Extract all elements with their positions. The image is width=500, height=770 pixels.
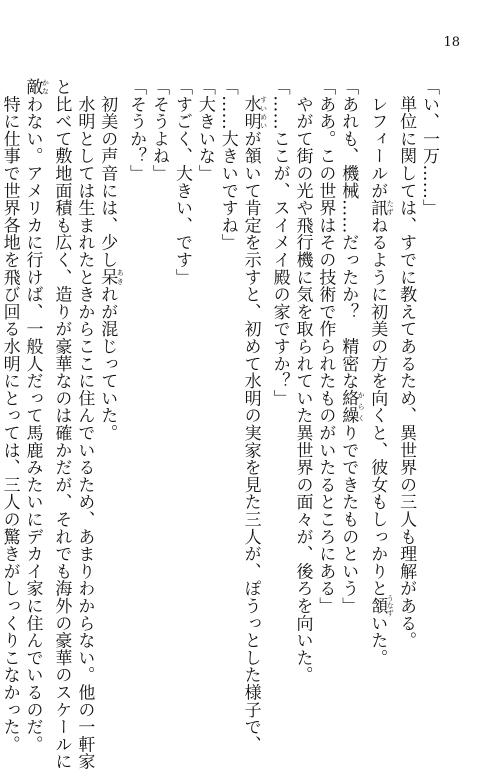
text-line — [417, 78, 440, 678]
text-segment: 「ああ。この世界はその技術で作られたものがいたるところにある」 — [315, 78, 336, 615]
text-segment: りでできたものという」 — [338, 424, 359, 615]
text-segment: ねるように初美の方を向くと、彼女もしっかりと — [367, 216, 388, 598]
ruby-base: 訊 — [367, 199, 388, 217]
text-segment: 「あれも、機械……だったか？ 精密な — [338, 78, 359, 390]
text-segment: 「……大きいですね」 — [217, 78, 238, 251]
text-segment: れが混じっていた。 — [97, 285, 118, 442]
text-line — [72, 78, 95, 770]
text-segment: 「大きいな」 — [194, 78, 215, 182]
text-segment: と比べて敷地面積も広く、造りが豪華なのは確かだが、それでも海外の豪華のスケールに — [51, 78, 72, 770]
text-segment: 「い、一万……」 — [419, 78, 439, 217]
text-line — [394, 78, 417, 678]
ruby-base: 絡繰 — [338, 389, 359, 425]
text-segment: が頷いて肯定を示すと、初めて水明の実家を見た三人が、ぽうっとした様子で、 — [240, 129, 261, 753]
text-line — [268, 78, 291, 678]
ruby-word — [97, 268, 125, 286]
text-segment: 「そうか？」 — [126, 78, 147, 182]
ruby-word — [367, 199, 395, 217]
text-line — [365, 78, 394, 678]
ruby-word — [22, 78, 50, 96]
text-segment: わない。アメリカに行けば、一般人だって馬鹿みたいにデカイ家に住んでいるのだ。 — [22, 95, 43, 753]
text-segment: 「すごく、大きい、です」 — [171, 78, 192, 286]
ruby-reading: たず — [386, 199, 395, 217]
ruby-word — [338, 389, 366, 425]
ruby-base: 呆 — [97, 268, 118, 286]
text-segment — [241, 78, 261, 95]
text-segment: レフィールが — [367, 78, 388, 200]
text-line — [21, 78, 50, 753]
text-segment: 「……ここが、スイメイ殿の家ですか？」 — [269, 78, 290, 407]
text-line — [239, 78, 268, 753]
text-line — [313, 78, 336, 678]
text-segment: 単位に関しては、すでに教えてあるため、異世界の三人も理解がある。 — [396, 78, 417, 649]
text-segment: 特に仕事で世界各地を飛び回る水明にとっては、三人の驚きがしっくりこなかった。 — [0, 78, 20, 753]
text-segment: いた。 — [367, 614, 388, 667]
text-line — [336, 78, 365, 678]
vertical-body-text — [0, 78, 440, 770]
text-line — [291, 78, 314, 684]
text-segment: 初美の声音には、少し — [97, 78, 118, 269]
ruby-base: 頷 — [367, 594, 388, 617]
ruby-word — [367, 594, 395, 617]
ruby-base: 水明 — [240, 95, 261, 130]
text-line — [193, 78, 216, 678]
page-number: 18 — [443, 35, 460, 50]
text-segment: やがて街の光や飛行機に気を取られていた異世界の面々が、後ろを向いた。 — [292, 78, 313, 684]
text-line — [50, 78, 73, 770]
text-line — [170, 78, 193, 678]
text-line — [216, 78, 239, 678]
ruby-reading: すいめい — [259, 95, 268, 130]
ruby-reading: かな — [41, 78, 50, 96]
ruby-reading: うなず — [386, 594, 395, 617]
ruby-word — [240, 95, 268, 130]
ruby-reading: あき — [116, 268, 125, 286]
text-line — [95, 78, 124, 678]
text-line — [147, 78, 170, 678]
ruby-reading: からく — [357, 389, 366, 424]
text-line — [124, 78, 147, 678]
text-line — [0, 78, 21, 753]
ruby-base: 敵 — [22, 78, 43, 96]
text-segment: 水明としては生まれたときからここに住んでいるため、あまりわからない。他の一軒家 — [74, 78, 95, 770]
text-segment: 「そうよね」 — [149, 78, 170, 182]
